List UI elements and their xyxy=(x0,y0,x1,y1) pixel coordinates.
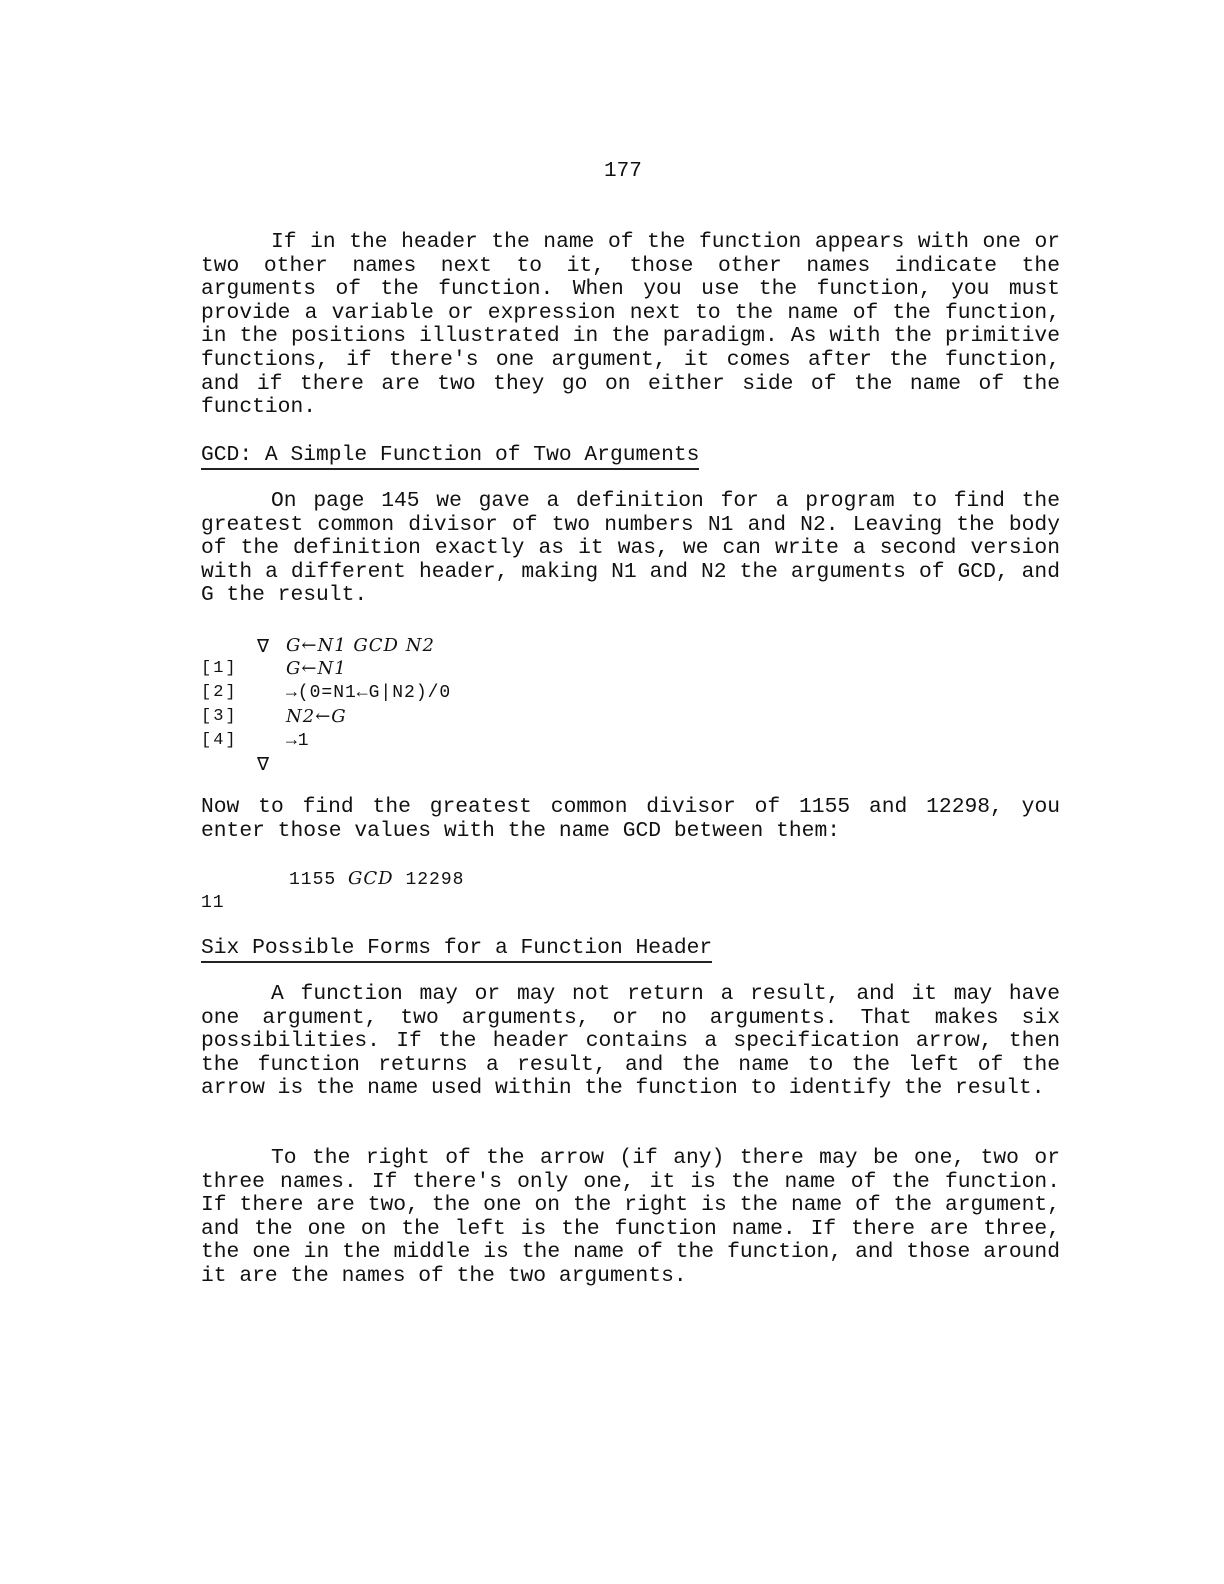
code-line-2: →(0=N1←G|N2)/0 xyxy=(286,683,452,703)
section-heading-six-forms: Six Possible Forms for a Function Header xyxy=(201,936,712,963)
line-label-3: [3] xyxy=(201,707,238,726)
line-label-4: [4] xyxy=(201,731,238,750)
code-line-3: N2←G xyxy=(286,706,347,727)
code-line-1: G←N1 xyxy=(286,658,347,679)
code-header-line xyxy=(286,634,435,659)
line-label-1: [1] xyxy=(201,659,238,678)
session-output-line: 11 xyxy=(201,893,225,913)
line-label-2: [2] xyxy=(201,683,238,702)
code-header-text: G←N1 GCD N2 xyxy=(286,635,435,656)
paragraph-names-right-of-arrow: To the right of the arrow (if any) there may be one, two or three names. If there's only one, it is the name of the function. If there are two, the one on the right is the name of the argument, and the one on the left is the function name. If there are three, the one in the middle is the name of the function, and those around it are the names of the two arguments. xyxy=(201,1146,1060,1288)
paragraph-result-possibilities: A function may or may not return a result, and it may have one argument, two arguments, or no arguments. That makes six possibilities. If the header contains a specification arrow, then the function returns a result, and the name to the left of the arrow is the name used within the function to identify the result. xyxy=(201,982,1060,1101)
section-heading-gcd: GCD: A Simple Function of Two Arguments xyxy=(201,443,699,470)
code-line-4: →1 xyxy=(286,731,310,751)
del-open-symbol: ∇ xyxy=(257,636,270,657)
paragraph-gcd-intro: On page 145 we gave a definition for a program to find the greatest common divisor of two numbers N1 and N2. Leaving the body of the definition exactly as it was, we can write a second version with a different header, making N1 and N2 the arguments of GCD, and G the result. xyxy=(201,489,1060,608)
paragraph-gcd-usage: Now to find the greatest common divisor of 1155 and 12298, you enter those values with the name GCD between them: xyxy=(201,795,1060,843)
del-close-symbol: ∇ xyxy=(257,754,270,775)
paragraph-function-arguments: If in the header the name of the function appears with one or two other names next to it, those other names indicate the arguments of the function. When you use the function, you must provide a variable or expression next to the name of the function, in the positions illustrated in the paradigm. As with the primitive functions, if there's one argument, it comes after the function, and if there are two they go on either side of the name of the function. xyxy=(201,230,1060,420)
page-number: 177 xyxy=(604,160,642,183)
session-input-line: 1155 GCD 12298 xyxy=(289,868,465,890)
